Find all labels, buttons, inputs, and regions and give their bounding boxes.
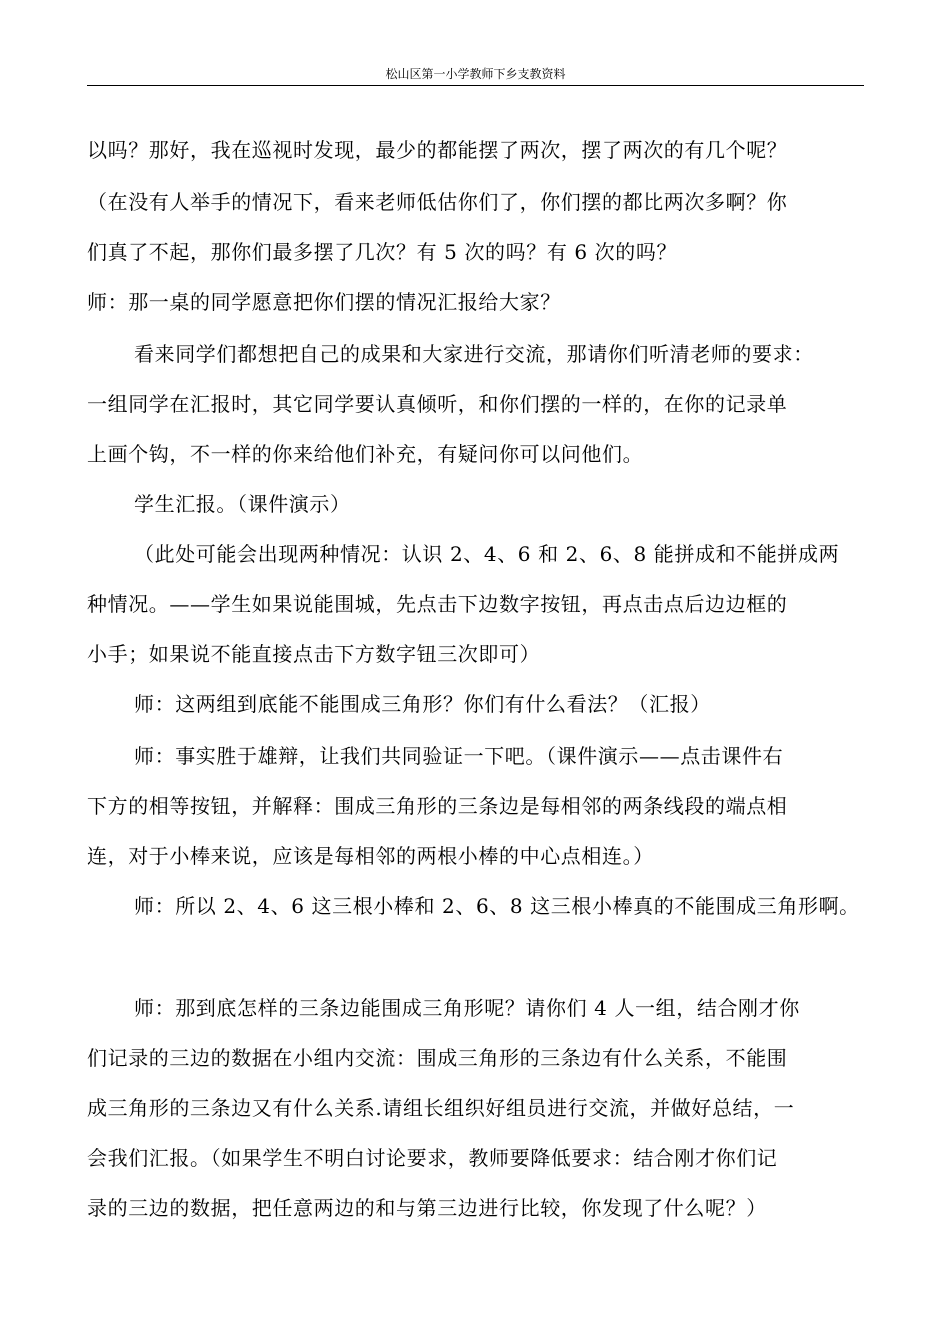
header-rule xyxy=(87,85,864,86)
text-line: 们记录的三边的数据在小组内交流：围成三角形的三条边有什么关系，不能围 xyxy=(87,1046,788,1070)
text-line: 师：这两组到底能不能围成三角形？你们有什么看法？（汇报） xyxy=(134,692,711,716)
text-line: 们真了不起，那你们最多摆了几次？有 5 次的吗？有 6 次的吗？ xyxy=(87,240,678,264)
text-line: 下方的相等按钮，并解释：围成三角形的三条边是每相邻的两条线段的端点相 xyxy=(87,794,788,818)
text-line: 学生汇报。（课件演示） xyxy=(134,492,351,516)
text-line: 种情况。——学生如果说能围城，先点击下边数字按钮，再点击点后边边框的 xyxy=(87,592,788,616)
text-line: 录的三边的数据，把任意两边的和与第三边进行比较，你发现了什么呢？） xyxy=(87,1196,767,1220)
text-line: 师：那到底怎样的三条边能围成三角形呢？请你们 4 人一组，结合刚才你 xyxy=(134,996,800,1020)
text-line: 看来同学们都想把自己的成果和大家进行交流，那请你们听清老师的要求： xyxy=(134,342,814,366)
text-line: 师：所以 2、4、6 这三根小棒和 2、6、8 这三根小棒真的不能围成三角形啊。 xyxy=(134,894,860,918)
text-line: 上画个钩，不一样的你来给他们补充，有疑问你可以问他们。 xyxy=(87,442,644,466)
text-line: 师：事实胜于雄辩，让我们共同验证一下吧。（课件演示——点击课件右 xyxy=(134,744,784,768)
text-line: （在没有人举手的情况下，看来老师低估你们了，你们摆的都比两次多啊？你 xyxy=(87,190,788,214)
text-line: 连，对于小棒来说，应该是每相邻的两根小棒的中心点相连。） xyxy=(87,844,654,868)
text-line: 会我们汇报。（如果学生不明白讨论要求，教师要降低要求：结合刚才你们记 xyxy=(87,1146,778,1170)
text-line: 一组同学在汇报时，其它同学要认真倾听，和你们摆的一样的，在你的记录单 xyxy=(87,392,788,416)
text-line: 师：那一桌的同学愿意把你们摆的情况汇报给大家？ xyxy=(87,290,561,314)
text-line: 以吗？那好，我在巡视时发现，最少的都能摆了两次，摆了两次的有几个呢？ xyxy=(87,138,788,162)
page-header: 松山区第一小学教师下乡支教资料 xyxy=(385,67,566,81)
text-line: 成三角形的三条边又有什么关系.请组长组织好组员进行交流，并做好总结，一 xyxy=(87,1096,795,1120)
text-line: （此处可能会出现两种情况：认识 2、4、6 和 2、6、8 能拼成和不能拼成两 xyxy=(134,542,840,566)
text-line: 小手；如果说不能直接点击下方数字钮三次即可） xyxy=(87,642,541,666)
